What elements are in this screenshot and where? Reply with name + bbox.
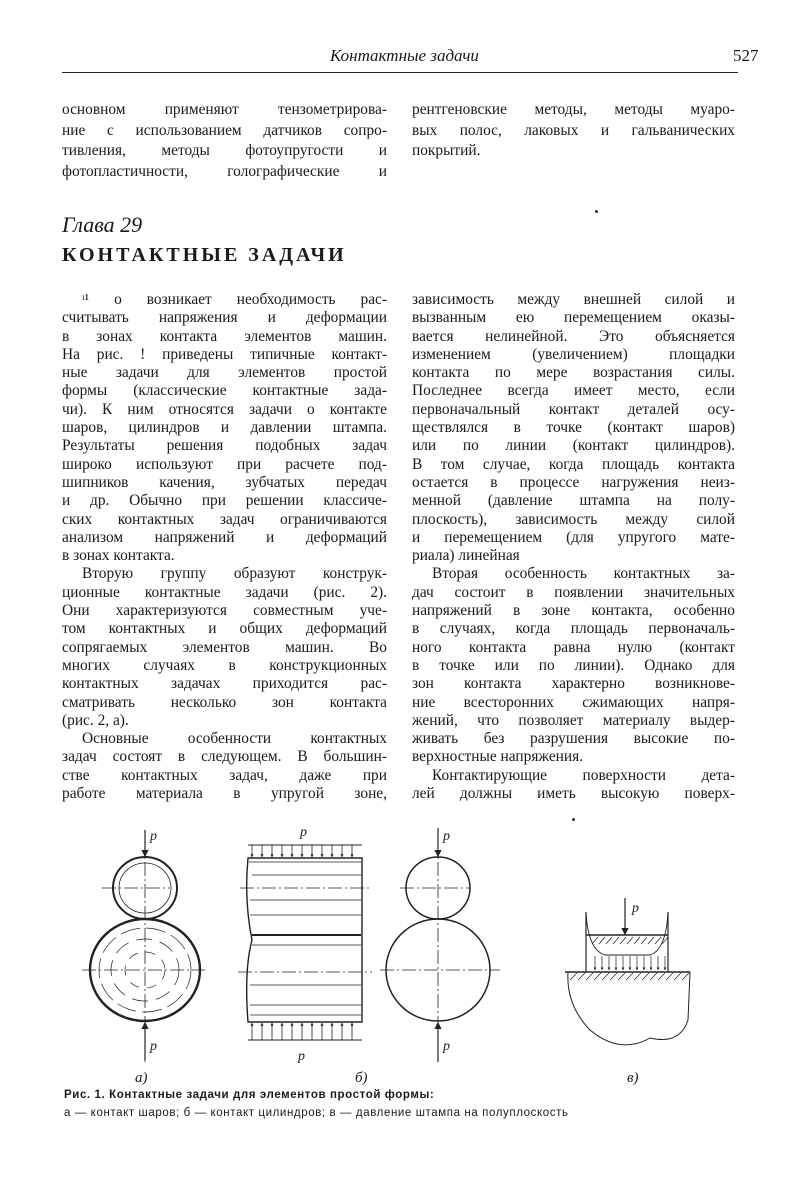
text-line: том контактных и общих деформаций <box>62 620 387 638</box>
text-line: в зонах контакта. <box>62 547 175 565</box>
text-line: вызванным ею перемещением оказы- <box>412 309 735 327</box>
body-column-left <box>62 291 387 803</box>
scan-speck <box>572 818 575 821</box>
text-line: изменением (увеличением) площадки <box>412 345 735 363</box>
text-line: считывать напряжения и деформации <box>62 309 387 327</box>
hatch-line <box>592 937 598 944</box>
body-column-right <box>412 291 735 803</box>
hatch-line <box>578 973 585 980</box>
text-line: в случаях, когда площадь первоначаль- <box>412 620 735 638</box>
figure-v-stamp <box>565 898 690 1045</box>
hatch-line <box>610 973 617 980</box>
force-label: p <box>150 1039 157 1054</box>
text-line: шипников качения, зубчатых передач <box>62 473 387 491</box>
text-line: ских контактных задач ограничиваются <box>62 510 387 528</box>
hatch-line <box>641 937 647 944</box>
text-line: в зонах контакта элементов машин. <box>62 327 387 345</box>
hatch-line <box>674 973 681 980</box>
hatch-line <box>666 973 673 980</box>
text-line: задач состоят в следующем. В большин- <box>62 748 387 766</box>
text-line: контакта по мере возрастания силы. <box>412 364 735 382</box>
text-line: фотопластичности, голографические и <box>62 162 387 180</box>
hatch-line <box>626 973 633 980</box>
running-title: Контактные задачи <box>330 46 479 65</box>
hatch-line <box>618 973 625 980</box>
text-line: вается нелинейной. Это объясняется <box>412 327 735 345</box>
hatch-line <box>627 937 633 944</box>
hatch-line <box>586 973 593 980</box>
hatch-line <box>594 973 601 980</box>
text-line: Результаты решения подобных задач <box>62 437 387 455</box>
text-line: плоскость), зависимость между силой <box>412 510 735 528</box>
text-line: ного контакта равна нулю (контакт <box>412 638 735 656</box>
text-line: шаров, цилиндров и давлении штампа. <box>62 419 387 437</box>
hatch-line <box>648 937 654 944</box>
text-line: чи). К ним относятся задачи о контакте <box>62 400 387 418</box>
hatch-line <box>570 973 577 980</box>
text-line: и перемещением (для упругого мате- <box>412 528 735 546</box>
hatch-line <box>620 937 626 944</box>
force-label: p <box>443 829 450 844</box>
chapter-label: Глава 29 <box>62 212 143 237</box>
text-line: в точке или по линии). Однако для <box>412 656 735 674</box>
force-label: p <box>150 829 157 844</box>
text-line: Вторую группу образуют конструк- <box>82 565 387 583</box>
text-line: контактных задачах приходится рас- <box>62 675 387 693</box>
hatch-line <box>634 937 640 944</box>
text-line: ционные контактные задачи (рис. 2). <box>62 583 387 601</box>
text-line: вых полос, лаковых и гальванических <box>412 121 735 139</box>
force-label: p <box>632 901 639 916</box>
hatch-line <box>606 937 612 944</box>
text-line: Контактирующие поверхности дета- <box>432 766 735 784</box>
text-line: сопрягаемых элементов машин. Во <box>62 638 387 656</box>
hatch-line <box>655 937 661 944</box>
text-line: менной (давление штампа на полу- <box>412 492 735 510</box>
text-line: риала) линейная <box>412 547 520 565</box>
text-line: анализом напряжений и деформаций <box>62 528 387 546</box>
hatch-line <box>602 973 609 980</box>
hatch-line <box>642 973 649 980</box>
text-line: или по линии (контакт цилиндров). <box>412 437 735 455</box>
text-line: работе материала в упругой зоне, <box>62 785 387 803</box>
text-line: основном применяют тензометрирова- <box>62 101 387 118</box>
chapter-title: КОНТАКТНЫЕ ЗАДАЧИ <box>62 244 347 266</box>
text-line: и др. Обычно при решении классиче- <box>62 492 387 510</box>
text-line: ᶦ¹ о возникает необходимость рас- <box>82 291 387 308</box>
text-line: многих случаях в конструкционных <box>62 656 387 674</box>
text-line: широко используют при расчете под- <box>62 455 387 473</box>
figure-c-circles <box>380 828 500 1062</box>
text-line: Последнее всегда имеет место, если <box>412 382 735 400</box>
text-line: Они характеризуются совместным уче- <box>62 602 387 620</box>
text-line: Основные особенности контактных <box>82 730 387 748</box>
page-number: 527 <box>733 46 759 65</box>
sub-label-a: а) <box>135 1070 148 1086</box>
text-line: первоначальный контакт деталей осу- <box>412 400 735 418</box>
force-label: p <box>300 825 307 840</box>
text-line: тивления, методы фотоупругости и <box>62 142 387 160</box>
top-paragraph-right <box>412 100 735 162</box>
text-line: (рис. 2, а). <box>62 711 129 729</box>
text-line: дач состоит в появлении значительных <box>412 583 735 601</box>
text-line: На рис. ! приведены типичные контакт- <box>62 345 387 363</box>
hatch-line <box>613 937 619 944</box>
text-line: формы (классические контактные зада- <box>62 382 387 400</box>
figure-caption-title: Рис. 1. Контактные задачи для элементов простой формы: <box>64 1089 435 1101</box>
text-line: Вторая особенность контактных за- <box>432 565 735 583</box>
text-line: живать без разрушения высокие по- <box>412 730 735 748</box>
hatch-line <box>634 973 641 980</box>
sub-label-b: б) <box>355 1070 368 1086</box>
sub-label-c: в) <box>627 1070 639 1086</box>
hatch-line <box>650 973 657 980</box>
text-line: В том случае, когда площадь контакта <box>412 455 735 473</box>
text-line: зон контакта характерно возникнове- <box>412 675 735 693</box>
hatch-line <box>658 973 665 980</box>
figure-caption-legend: а — контакт шаров; б — контакт цилиндров; в — давление штампа на полуплоскость <box>64 1107 569 1119</box>
text-line: ние с использованием датчиков сопро- <box>62 121 387 139</box>
hatch-line <box>599 937 605 944</box>
text-line: ществлялся в точке (контакт шаров) <box>412 419 735 437</box>
text-line: покрытий. <box>412 142 481 160</box>
text-line: сматривать несколько зон контакта <box>62 693 387 711</box>
hatch-line <box>682 973 689 980</box>
text-line: рентгеновские методы, методы муаро- <box>412 101 735 118</box>
figure-contact-problems <box>0 815 796 1075</box>
text-line: лей должны иметь высокую поверх- <box>412 785 735 803</box>
text-line: жений, что позволяет материалу выдер- <box>412 711 735 729</box>
text-line: верхностные напряжения. <box>412 748 584 766</box>
figure-b-cylinders <box>238 845 372 1040</box>
force-label: p <box>443 1039 450 1054</box>
text-line: зависимость между внешней силой и <box>412 291 735 308</box>
header-rule <box>62 72 738 73</box>
figure-a-spheres <box>82 830 205 1062</box>
force-label: p <box>298 1049 305 1064</box>
scan-speck <box>595 210 598 213</box>
text-line: ные задачи для элементов простой <box>62 364 387 382</box>
text-line: ние всесторонних сжимающих напря- <box>412 693 735 711</box>
top-paragraph-left <box>62 100 387 182</box>
text-line: напряжений в зоне контакта, особенно <box>412 602 735 620</box>
text-line: стве контактных задач, даже при <box>62 766 387 784</box>
text-line: остается в процессе нагружения неиз- <box>412 473 735 491</box>
